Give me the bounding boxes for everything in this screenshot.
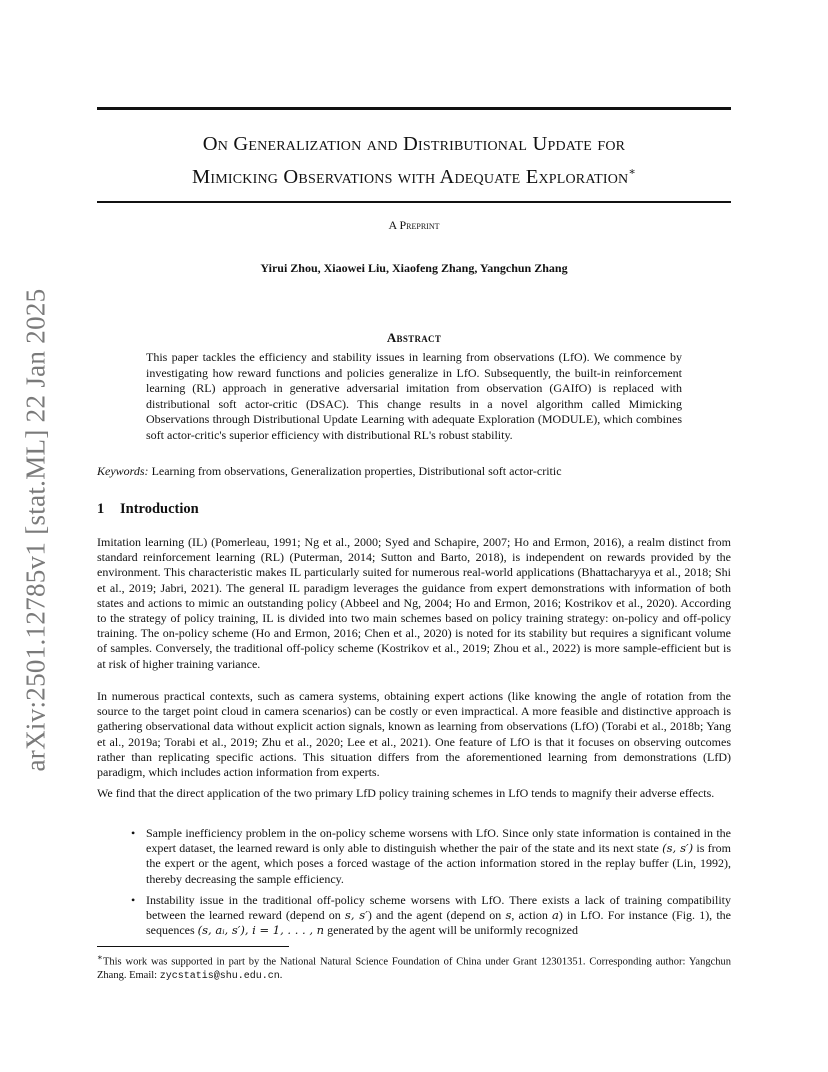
paragraph-3: We find that the direct application of the two primary LfD policy training schemes in LfO tends to magnify their adverse effects.: [97, 786, 715, 800]
bullet-1-text-b: is from the expert or the agent, which poses a forced wastage of the action information stored in the replay buffer (Lin, 1992), thereby decreasing the sample efficiency.: [146, 841, 731, 886]
footnote: [97, 951, 731, 983]
bullet-1-math: (s, s′): [662, 841, 694, 856]
footnote-email: zycstatis@shu.edu.cn: [159, 970, 280, 982]
footnote-end: .: [279, 969, 283, 981]
section-title: Introduction: [120, 501, 199, 517]
paper-title: [97, 130, 731, 191]
bullet-2-math-4: (s, aᵢ, s′), i = 1, . . . , n: [197, 923, 325, 938]
bullet-2-text-b: ) and the agent (depend on: [367, 908, 506, 923]
footnote-rule: [97, 946, 289, 947]
bullet-2-text-c: , action: [511, 908, 553, 923]
arxiv-sidebar: [14, 285, 58, 775]
bullet-2-text-a: Instability issue in the traditional off-policy scheme worsens with LfO. There exists a lack of training compatibility between the learned reward (depend on: [146, 892, 731, 923]
bullet-dot-icon: •: [131, 892, 136, 907]
bullet-list: [123, 826, 731, 944]
title-bottom-rule: [97, 201, 731, 203]
title-line-1: On Generalization and Distributional Update for: [202, 133, 626, 155]
bullet-2-math-3: a: [552, 908, 559, 923]
title-top-rule: [97, 107, 731, 110]
abstract-text: This paper tackles the efficiency and stability issues in learning from observations (LfO). We commence by investigating how reward functions and policies generalize in LfO. Subsequently, the built-in reinforcement learning (RL) approach in generative adversarial imitation from observation (GAIfO) is replaced with distributional soft actor-critic (DSAC). This change results in a novel algorithm called Mimicking Observations through Distributional Update Learning with adequate Exploration (MODULE), which combines soft actor-critic's superior efficiency with distributional RL's robust stability.: [146, 350, 682, 442]
section-number: 1: [97, 501, 105, 517]
bullet-2-math-2: s: [505, 908, 512, 923]
bullet-dot-icon: •: [131, 826, 136, 840]
title-line-2: Mimicking Observations with Adequate Exploration: [191, 165, 629, 188]
keywords-label: Keywords:: [97, 464, 149, 478]
arxiv-identifier: arXiv:2501.12785v1 [stat.ML] 22 Jan 2025: [20, 288, 51, 772]
paragraph-1: Imitation learning (IL) (Pomerleau, 1991; Ng et al., 2000; Syed and Schapire, 2007; Ho and Ermon, 2016), a realm distinct from standard reinforcement learning (RL) (Puterman, 2014; Sutton and Barto, 2018), is independent on rewards provided by the environment. This characteristic makes IL particularly suited for numerous real-world applications (Bhattacharyya et al., 2018; Shi et al., 2019; Jabri, 2021). The general IL paradigm leverages the guidance from expert demonstrations with information of both states and actions to mimic an outstanding policy (Abbeel and Ng, 2004; Ho and Ermon, 2016; Kostrikov et al., 2020). According to the strategy of policy training, IL is divided into two main schemes based on policy training strategy: on-policy and off-policy training. The on-policy scheme (Ho and Ermon, 2016; Chen et al., 2020) is noted for its stability but requires a significant volume of samples. Conversely, the traditional off-policy scheme (Kostrikov et al., 2019; Zhou et al., 2022) is more sample-efficient but is at risk of higher training variance.: [97, 535, 731, 671]
keywords-text: Learning from observations, Generalization properties, Distributional soft actor-critic: [151, 464, 562, 478]
bullet-2-math-1: s, s′: [344, 908, 368, 923]
preprint-label: A Preprint: [388, 218, 440, 232]
author-list: Yirui Zhou, Xiaowei Liu, Xiaofeng Zhang, Yangchun Zhang: [260, 261, 568, 275]
footnote-text: This work was supported in part by the National Natural Science Foundation of China under Grant 12301351. Corresponding author: Yangchun Zhang. Email:: [97, 956, 731, 981]
bullet-item-1: [123, 826, 731, 887]
bullet-1-text-a: Sample inefficiency problem in the on-policy scheme worsens with LfO. Since only state information is contained in the expert dataset, the learned reward is only able to distinguish whether the pair of the state and its next state: [146, 826, 731, 856]
bullet-item-2: [123, 893, 731, 939]
abstract-heading: Abstract: [386, 330, 442, 345]
footnote-mark: ∗: [97, 952, 103, 962]
paragraph-2: In numerous practical contexts, such as camera systems, obtaining expert actions (like knowing the angle of rotation from the source to the target point cloud in camera scenarios) can be costly or even impractical. A more feasible and distinctive approach is gathering observational data without explicit action signals, known as learning from observations (LfO) (Torabi et al., 2018b; Yang et al., 2019a; Torabi et al., 2019; Zhu et al., 2020; Lee et al., 2021). One feature of LfO is that it focuses on observing outcomes rather than replicating specific actions. This situation differs from the aforementioned learning from demonstrations (LfD) paradigm, which includes action information from experts.: [97, 689, 731, 780]
title-footnote-mark: ∗: [628, 166, 637, 178]
section-heading: [97, 501, 199, 518]
bullet-2-text-d: ) in LfO. For instance (Fig. 1), the sequences: [146, 908, 732, 938]
keywords: [97, 464, 737, 479]
bullet-2-text-e: generated by the agent will be uniformly recognized: [324, 923, 578, 938]
